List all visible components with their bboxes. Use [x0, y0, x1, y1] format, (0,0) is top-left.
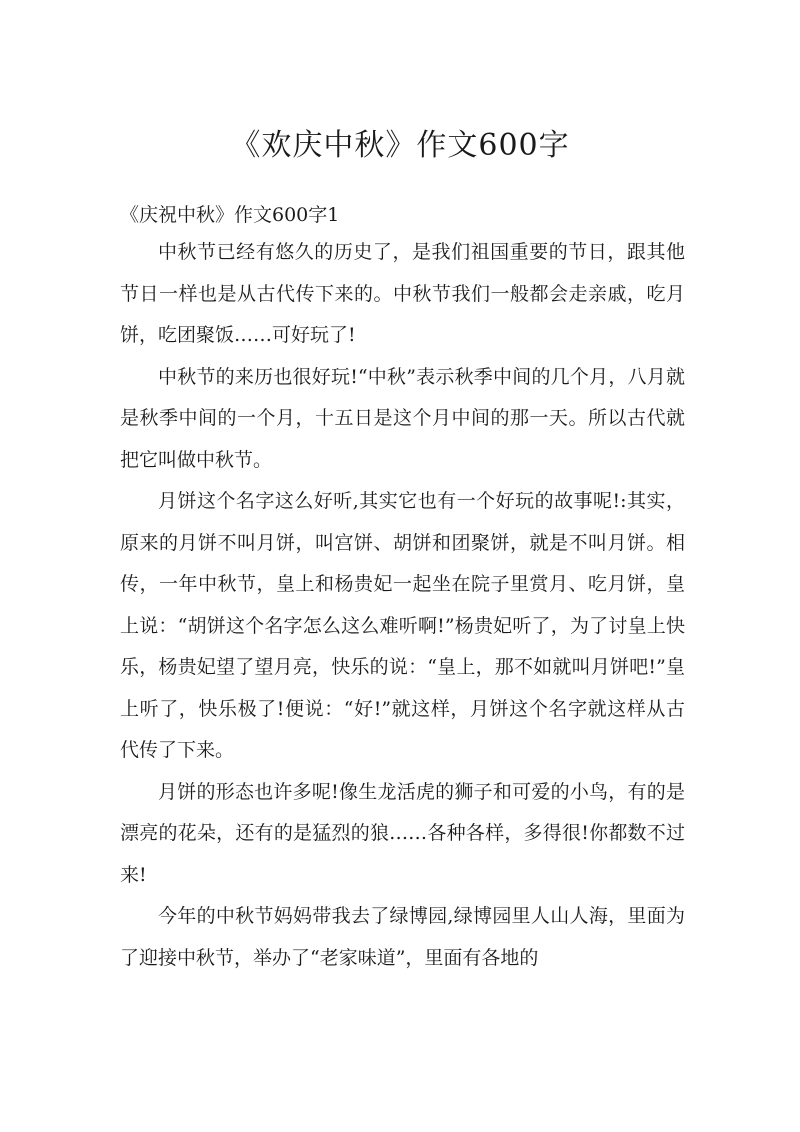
paragraph: 月饼的形态也许多呢!像生龙活虎的狮子和可爱的小鸟，有的是漂亮的花朵，还有的是猛烈的狼……各种各样，多得很!你都数不过来! — [120, 780, 685, 886]
section-heading: 《庆祝中秋》作文600字1 — [120, 204, 340, 226]
document-body — [120, 232, 685, 979]
document-title: 《欢庆中秋》作文600字 — [230, 128, 570, 163]
paragraph: 月饼这个名字这么好听,其实它也有一个好玩的故事呢!:其实，原来的月饼不叫月饼，叫宫饼、胡饼和团聚饼，就是不叫月饼。相传，一年中秋节，皇上和杨贵妃一起坐在院子里赏月、吃月饼，皇上说：“胡饼这个名字怎么这么难听啊!”杨贵妃听了，为了讨皇上快乐，杨贵妃望了望月亮，快乐的说：“皇上，那不如就叫月饼吧!”皇上听了，快乐极了!便说：“好!”就这样，月饼这个名字就这样从古代传了下来。 — [120, 490, 685, 761]
paragraph: 今年的中秋节妈妈带我去了绿博园,绿博园里人山人海，里面为了迎接中秋节，举办了“老家味道”，里面有各地的 — [120, 905, 685, 969]
paragraph: 中秋节的来历也很好玩!“中秋”表示秋季中间的几个月，八月就是秋季中间的一个月，十五日是这个月中间的那一天。所以古代就把它叫做中秋节。 — [120, 365, 685, 471]
paragraph: 中秋节已经有悠久的历史了，是我们祖国重要的节日，跟其他节日一样也是从古代传下来的。中秋节我们一般都会走亲戚，吃月饼，吃团聚饭……可好玩了! — [120, 241, 685, 346]
